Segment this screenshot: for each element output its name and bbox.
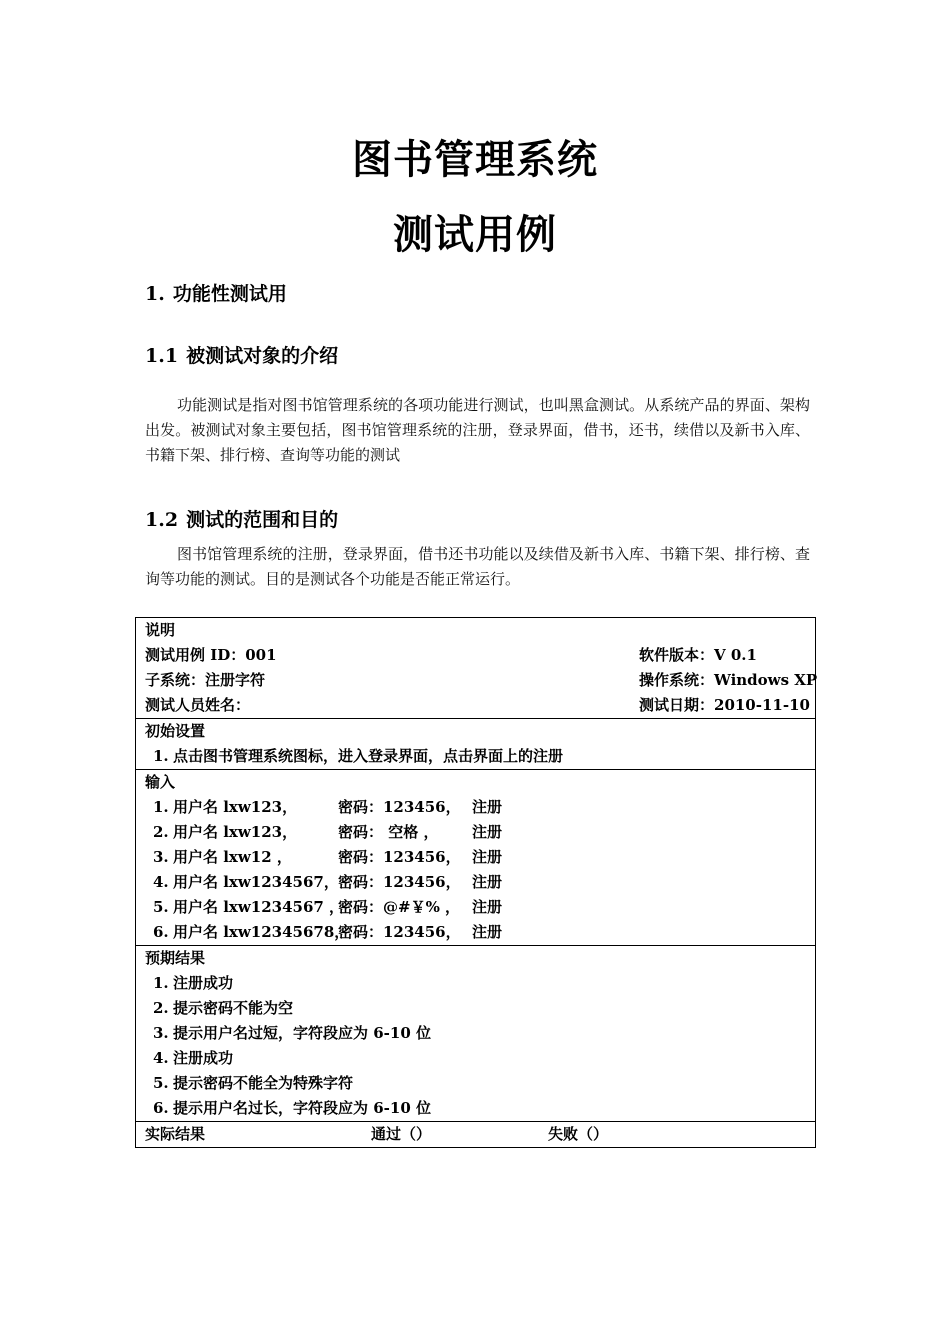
input-username: 用户名 lxw12 ， bbox=[173, 848, 292, 866]
actual-result-label: 实际结果 bbox=[145, 1125, 206, 1143]
input-row bbox=[145, 895, 806, 920]
list-item bbox=[145, 996, 806, 1021]
section-number: 1.1 bbox=[145, 345, 179, 367]
description-label: 说明 bbox=[145, 621, 176, 639]
input-action: 注册 bbox=[472, 898, 503, 916]
fail-checkbox[interactable]: 失败（） bbox=[548, 1125, 609, 1143]
input-password: 密码：123456， bbox=[338, 873, 461, 891]
case-id: 测试用例 ID：001 bbox=[145, 646, 277, 664]
input-password: 密码： 空格 ， bbox=[338, 823, 439, 841]
input-row bbox=[145, 795, 806, 820]
input-username: 用户名 lxw1234567 ， bbox=[173, 898, 345, 916]
input-action: 注册 bbox=[472, 873, 503, 891]
section-heading-1 bbox=[145, 279, 287, 306]
list-item bbox=[145, 971, 806, 996]
tester-row bbox=[145, 693, 810, 718]
section-heading-1-2 bbox=[145, 505, 338, 532]
case-id-row bbox=[145, 643, 806, 668]
input-row bbox=[145, 845, 806, 870]
item-number: 1. bbox=[153, 747, 169, 765]
operating-system: 操作系统：Windows XP bbox=[639, 671, 818, 689]
input-username: 用户名 lxw123， bbox=[173, 823, 298, 841]
input-row bbox=[145, 870, 806, 895]
expected-result-section bbox=[136, 945, 815, 1121]
item-text: 注册成功 bbox=[173, 974, 234, 992]
intro-paragraph: 功能测试是指对图书馆管理系统的各项功能进行测试，也叫黑盒测试。从系统产品的界面、架构出发。被测试对象主要包括，图书馆管理系统的注册，登录界面，借书，还书，续借以及新书入库、书籍下架、排行榜、查询等功能的测试 bbox=[145, 396, 810, 464]
actual-result-row bbox=[145, 1122, 806, 1147]
item-text: 提示密码不能全为特殊字符 bbox=[173, 1074, 354, 1092]
actual-result-section bbox=[136, 1121, 815, 1147]
input-label: 输入 bbox=[145, 773, 176, 791]
list-item bbox=[145, 1096, 806, 1121]
subsystem: 子系统：注册字符 bbox=[145, 671, 266, 689]
subsystem-row bbox=[145, 668, 818, 693]
item-number: 4. bbox=[153, 1049, 169, 1067]
input-action: 注册 bbox=[472, 798, 503, 816]
input-password: 密码：123456， bbox=[338, 923, 461, 941]
item-text: 提示用户名过短，字符段应为 6-10 位 bbox=[173, 1024, 431, 1042]
input-password: 密码：123456， bbox=[338, 798, 461, 816]
item-number: 2. bbox=[153, 823, 169, 841]
item-number: 5. bbox=[153, 1074, 169, 1092]
item-text: 点击图书管理系统图标，进入登录界面，点击界面上的注册 bbox=[173, 747, 564, 765]
item-number: 2. bbox=[153, 999, 169, 1017]
input-action: 注册 bbox=[472, 848, 503, 866]
test-date: 测试日期：2010-11-10 bbox=[639, 696, 810, 714]
item-number: 1. bbox=[153, 798, 169, 816]
initial-setup-label: 初始设置 bbox=[145, 722, 206, 740]
input-username: 用户名 lxw123， bbox=[173, 798, 298, 816]
initial-setup-section bbox=[136, 718, 815, 769]
input-action: 注册 bbox=[472, 923, 503, 941]
list-item bbox=[145, 1046, 806, 1071]
item-number: 4. bbox=[153, 873, 169, 891]
item-number: 1. bbox=[153, 974, 169, 992]
input-row bbox=[145, 920, 806, 945]
section-number: 1. bbox=[145, 283, 165, 305]
description-section bbox=[136, 618, 818, 718]
pass-checkbox[interactable]: 通过（） bbox=[371, 1125, 432, 1143]
item-number: 5. bbox=[153, 898, 169, 916]
list-item bbox=[145, 1021, 806, 1046]
input-username: 用户名 lxw12345678， bbox=[173, 923, 350, 941]
section-title: 测试的范围和目的 bbox=[186, 509, 339, 531]
list-item bbox=[145, 1071, 806, 1096]
list-item bbox=[145, 744, 806, 769]
input-password: 密码：@#￥% ， bbox=[338, 898, 461, 916]
expected-result-label: 预期结果 bbox=[145, 949, 206, 967]
tester-name: 测试人员姓名： bbox=[145, 696, 251, 714]
input-password: 密码：123456， bbox=[338, 848, 461, 866]
software-version: 软件版本：V 0.1 bbox=[639, 646, 757, 664]
document-subtitle: 测试用例 bbox=[393, 212, 557, 258]
input-row bbox=[145, 820, 806, 845]
test-case-table bbox=[135, 617, 816, 1148]
item-number: 3. bbox=[153, 848, 169, 866]
section-title: 被测试对象的介绍 bbox=[186, 345, 339, 367]
scope-paragraph: 图书馆管理系统的注册，登录界面，借书还书功能以及续借及新书入库、书籍下架、排行榜、查询等功能的测试。目的是测试各个功能是否能正常运行。 bbox=[145, 545, 810, 588]
document-title: 图书管理系统 bbox=[352, 137, 598, 183]
input-username: 用户名 lxw1234567， bbox=[173, 873, 339, 891]
section-number: 1.2 bbox=[145, 509, 179, 531]
item-number: 6. bbox=[153, 923, 169, 941]
section-heading-1-1 bbox=[145, 341, 338, 368]
item-text: 提示用户名过长，字符段应为 6-10 位 bbox=[173, 1099, 431, 1117]
input-section bbox=[136, 769, 815, 945]
item-number: 3. bbox=[153, 1024, 169, 1042]
section-title: 功能性测试用 bbox=[172, 283, 287, 305]
item-text: 提示密码不能为空 bbox=[173, 999, 294, 1017]
input-action: 注册 bbox=[472, 823, 503, 841]
item-number: 6. bbox=[153, 1099, 169, 1117]
item-text: 注册成功 bbox=[173, 1049, 234, 1067]
